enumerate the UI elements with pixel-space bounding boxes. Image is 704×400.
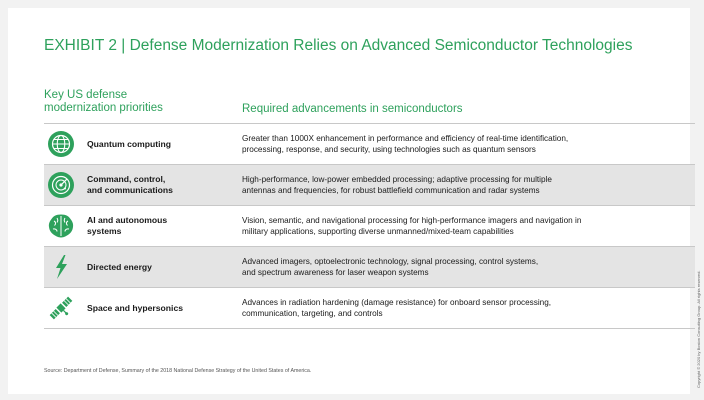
table-row-quantum-computing xyxy=(44,124,695,165)
priorities-header-line-2: modernization priorities xyxy=(44,102,163,114)
priorities-header-line-1: Key US defense xyxy=(44,89,128,101)
advancements-column-header: Required advancements in semiconductors xyxy=(242,103,463,115)
exhibit-page xyxy=(8,8,701,394)
copyright-note xyxy=(696,238,704,388)
table-row-space-hypersonics xyxy=(44,288,695,329)
lightning-icon xyxy=(47,253,75,281)
priority-label: Directed energy xyxy=(87,261,152,272)
priorities-column-header xyxy=(44,89,194,115)
advancement-description: High-performance, low-power embedded processing; adaptive processing for multiple antennas and frequencies, for robust battlefield communication and radar systems xyxy=(242,174,552,195)
table-row-ai-autonomous xyxy=(44,206,695,247)
advancement-description: Advances in radiation hardening (damage resistance) for onboard sensor processing, communication, targeting, and controls xyxy=(242,297,552,318)
copyright-text: Copyright © 2020 by Boston Consulting Group. All rights reserved. xyxy=(696,270,701,388)
source-note: Source: Department of Defense, Summary of the 2018 National Defense Strategy of the United States of America. xyxy=(44,368,312,374)
advancement-description: Greater than 1000X enhancement in performance and efficiency of real-time identification, processing, response, and security, using technologies such as quantum sensors xyxy=(242,133,569,154)
priority-label: Command, control, and communications xyxy=(87,174,173,195)
priority-label: AI and autonomous systems xyxy=(87,215,168,236)
advancement-description: Vision, semantic, and navigational processing for high-performance imagers and navigation in military applications, supporting diverse unmanned/mixed-team capabilities xyxy=(242,215,582,236)
radar-icon xyxy=(47,171,75,199)
priorities-table xyxy=(44,123,695,329)
table-row-command-control xyxy=(44,165,695,206)
exhibit-title: EXHIBIT 2 | Defense Modernization Relies on Advanced Semiconductor Technologies xyxy=(44,37,633,54)
satellite-icon xyxy=(47,294,75,322)
table-row-directed-energy xyxy=(44,247,695,288)
brain-icon xyxy=(47,212,75,240)
globe-icon xyxy=(47,130,75,158)
priority-label: Space and hypersonics xyxy=(87,302,183,313)
priority-label: Quantum computing xyxy=(87,138,172,149)
advancement-description: Advanced imagers, optoelectronic technology, signal processing, control systems, and spectrum awareness for laser weapon systems xyxy=(242,256,539,277)
